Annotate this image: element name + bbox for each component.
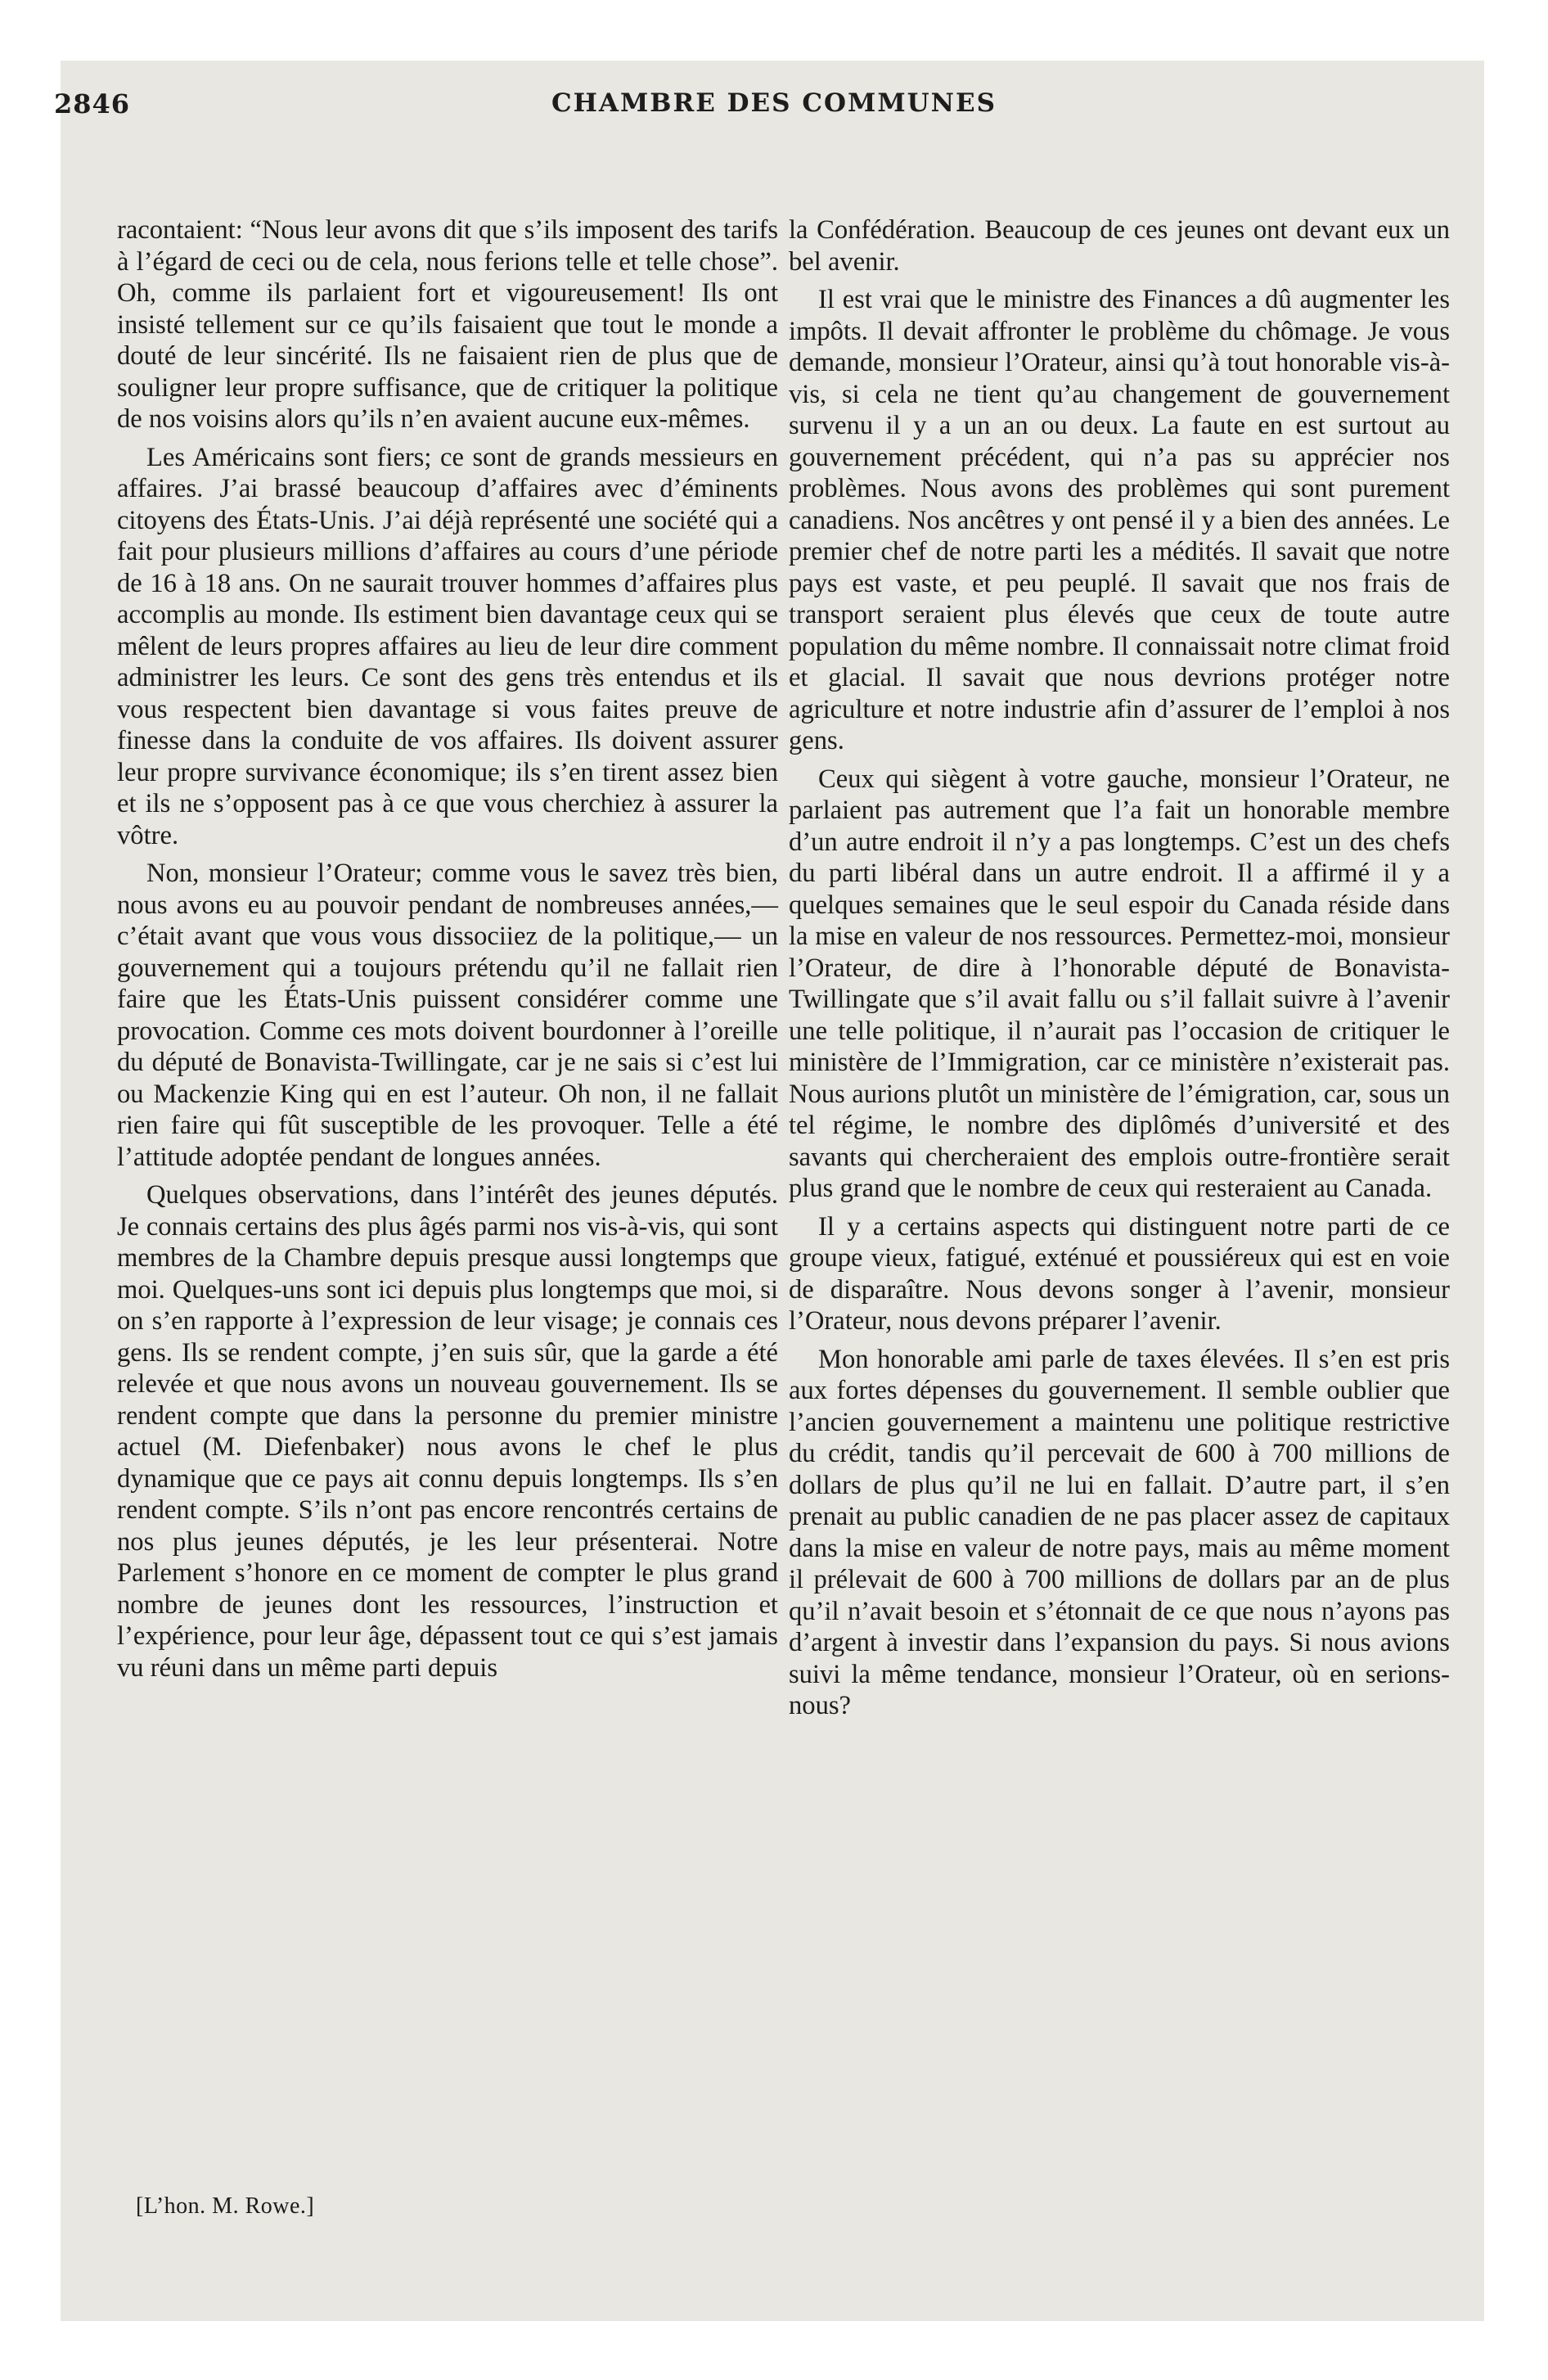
paragraph: Les Américains sont fiers; ce sont de grands messieurs en affaires. J’ai brassé beaucoup d’affaires avec d’éminents citoyens des États-Unis. J’ai déjà représenté une société qui a fait pour plusieurs millions d’affaires au cours d’une période de 16 à 18 ans. On ne saurait trouver hommes d’affaires plus accomplis au monde. Ils estiment bien davantage ceux qui se mêlent de leurs propres affaires au lieu de leur dire comment administrer les leurs. Ce sont des gens très entendus et ils vous respectent bien davantage si vous faites preuve de finesse dans la conduite de vos affaires. Ils doivent assurer leur propre survivance économique; ils s’en tirent assez bien et ils ne s’opposent pas à ce que vous cherchiez à assurer la vôtre.	[117, 442, 778, 850]
paragraph: racontaient: “Nous leur avons dit que s’ils imposent des tarifs à l’égard de ceci ou de cela, nous ferions telle et telle chose”. Oh, comme ils parlaient fort et vigoureusement! Ils ont insisté tellement sur ce qu’ils faisaient que tout le monde a douté de leur sincérité. Ils ne faisaient rien de plus que de souligner leur propre suffisance, que de critiquer la politique de nos voisins alors qu’ils n’en avaient aucune eux-mêmes.	[117, 215, 778, 434]
paragraph: Non, monsieur l’Orateur; comme vous le savez très bien, nous avons eu au pouvoir pendant de nombreuses années,—c’était avant que vous vous dissociiez de la politique,— un gouvernement qui a toujours prétendu qu’il ne fallait rien faire que les États-Unis puissent considérer comme une provocation. Comme ces mots doivent bourdonner à l’oreille du député de Bonavista-Twillingate, car je ne sais si c’est lui ou Mackenzie King qui en est l’auteur. Oh non, il ne fallait rien faire qui fût susceptible de les provoquer. Telle a été l’attitude adoptée pendant de longues années.	[117, 859, 778, 1172]
paragraph: Il y a certains aspects qui distinguent notre parti de ce groupe vieux, fatigué, exténué et poussiéreux qui est en voie de disparaître. Nous devons songer à l’avenir, monsieur l’Orateur, nous devons préparer l’avenir.	[789, 1211, 1450, 1336]
paragraph: Mon honorable ami parle de taxes élevées. Il s’en est pris aux fortes dépenses du gouvernement. Il semble oublier que l’ancien gouvernement a maintenu une politique restrictive du crédit, tandis qu’il percevait de 600 à 700 millions de dollars de plus qu’il ne lui en fallait. D’autre part, il s’en prenait au public canadien de ne pas placer assez de capitaux dans la mise en valeur de notre pays, mais au même moment il prélevait de 600 à 700 millions de dollars par an de plus qu’il n’avait besoin et s’étonnait de ce que nous n’ayons pas d’argent à investir dans l’expansion du pays. Si nous avions suivi la même tendance, monsieur l’Orateur, où en serions-nous?	[789, 1344, 1450, 1720]
right-column	[789, 214, 1450, 1729]
paragraph: Ceux qui siègent à votre gauche, monsieur l’Orateur, ne parlaient pas autrement que l’a fait un honorable membre d’un autre endroit il n’y a pas longtemps. C’est un des chefs du parti libéral dans un autre endroit. Il a affirmé il y a quelques semaines que le seul espoir du Canada réside dans la mise en valeur de nos ressources. Permettez-moi, monsieur l’Orateur, de dire à l’honorable député de Bonavista-Twillingate que s’il avait fallu ou s’il fallait suivre à l’avenir une telle politique, il n’aurait pas l’occasion de critiquer le ministère de l’Immigration, car ce ministère n’existerait pas. Nous aurions plutôt un ministère de l’émigration, car, sous un tel régime, le nombre des diplômés d’université et des savants qui chercheraient des emplois outre-frontière serait plus grand que le nombre de ceux qui resteraient au Canada.	[789, 764, 1450, 1203]
page-number: 2846	[54, 88, 131, 119]
paragraph: Quelques observations, dans l’intérêt des jeunes députés. Je connais certains des plus âgés parmi nos vis-à-vis, qui sont membres de la Chambre depuis presque aussi longtemps que moi. Quelques-uns sont ici depuis plus longtemps que moi, si on s’en rapporte à l’expression de leur visage; je connais ces gens. Ils se rendent compte, j’en suis sûr, que la garde a été relevée et que nous avons un nouveau gouvernement. Ils se rendent compte que dans la personne du premier ministre actuel (M. Diefenbaker) nous avons le chef le plus dynamique que ce pays ait connu depuis longtemps. Ils s’en rendent compte. S’ils n’ont pas encore rencontrés certains de nos plus jeunes députés, je les leur présenterai. Notre Parlement s’honore en ce moment de compter le plus grand nombre de jeunes dont les ressources, l’instruction et l’expérience, pour leur âge, dépassent tout ce qui s’est jamais vu réuni dans un même parti depuis	[117, 1180, 778, 1683]
running-head: CHAMBRE DES COMMUNES	[551, 88, 997, 118]
page-header	[54, 88, 1494, 124]
paragraph: Il est vrai que le ministre des Finances a dû augmenter les impôts. Il devait affronter le problème du chômage. Je vous demande, monsieur l’Orateur, ainsi qu’à tout honorable vis-à-vis, si cela ne tient qu’au changement de gouvernement survenu il y a un an ou deux. La faute en est surtout au gouvernement précédent, qui n’a pas su apprécier nos problèmes. Nous avons des problèmes qui sont purement canadiens. Nos ancêtres y ont pensé il y a bien des années. Le premier chef de notre parti les a médités. Il savait que notre pays est vaste, et peu peuplé. Il savait que nos frais de transport seraient plus élevés que ceux de toute autre population du même nombre. Il connaissait notre climat froid et glacial. Il savait que nous devrions protéger notre agriculture et notre industrie afin d’assurer de l’emploi à nos gens.	[789, 285, 1450, 755]
left-column	[117, 214, 778, 1690]
paragraph: la Confédération. Beaucoup de ces jeunes ont devant eux un bel avenir.	[789, 215, 1450, 277]
speaker-attribution: [L’hon. M. Rowe.]	[136, 2193, 315, 2219]
